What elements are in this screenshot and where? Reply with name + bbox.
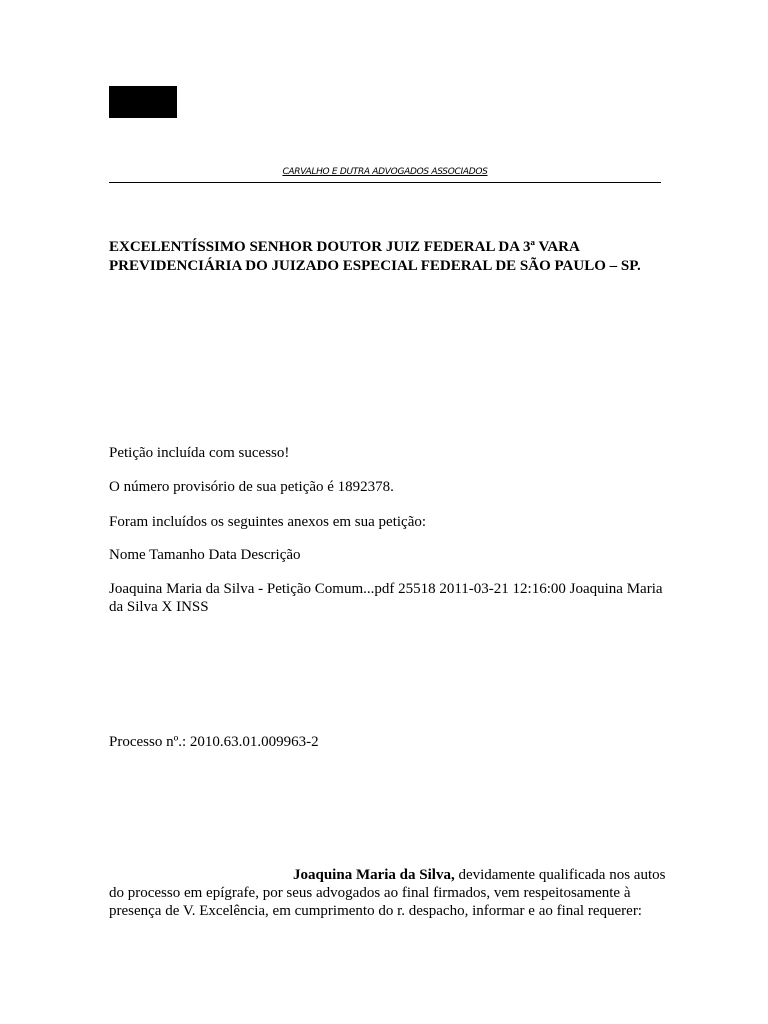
firm-name: CARVALHO E DUTRA ADVOGADOS ASSOCIADOS [282, 167, 488, 177]
annexes-intro: Foram incluídos os seguintes anexos em sua petição: [109, 514, 427, 530]
party-name: Joaquina Maria da Silva, [293, 867, 455, 883]
body-paragraph [109, 866, 669, 920]
success-message: Petição incluída com sucesso! [109, 445, 290, 461]
provisional-number: O número provisório de sua petição é 1892378. [109, 479, 394, 495]
addressee-heading: EXCELENTÍSSIMO SENHOR DOUTOR JUIZ FEDERAL DA 3ª VARA PREVIDENCIÁRIA DO JUIZADO ESPECIAL FEDERAL DE SÃO PAULO – SP. [109, 239, 641, 274]
letterhead [109, 164, 661, 183]
annex-table-header: Nome Tamanho Data Descrição [109, 547, 301, 563]
body-text: devidamente qualificada nos autos do processo em epígrafe, por seus advogados ao final firmados, vem respeitosamente à presença de V. Excelência, em cumprimento do r. despacho, informar e ao final requerer: [109, 867, 666, 919]
process-number: Processo nº.: 2010.63.01.009963-2 [109, 734, 319, 750]
annex-row: Joaquina Maria da Silva - Petição Comum...pdf 25518 2011-03-21 12:16:00 Joaquina Maria da Silva X INSS [109, 581, 663, 615]
redaction-block [109, 86, 177, 118]
